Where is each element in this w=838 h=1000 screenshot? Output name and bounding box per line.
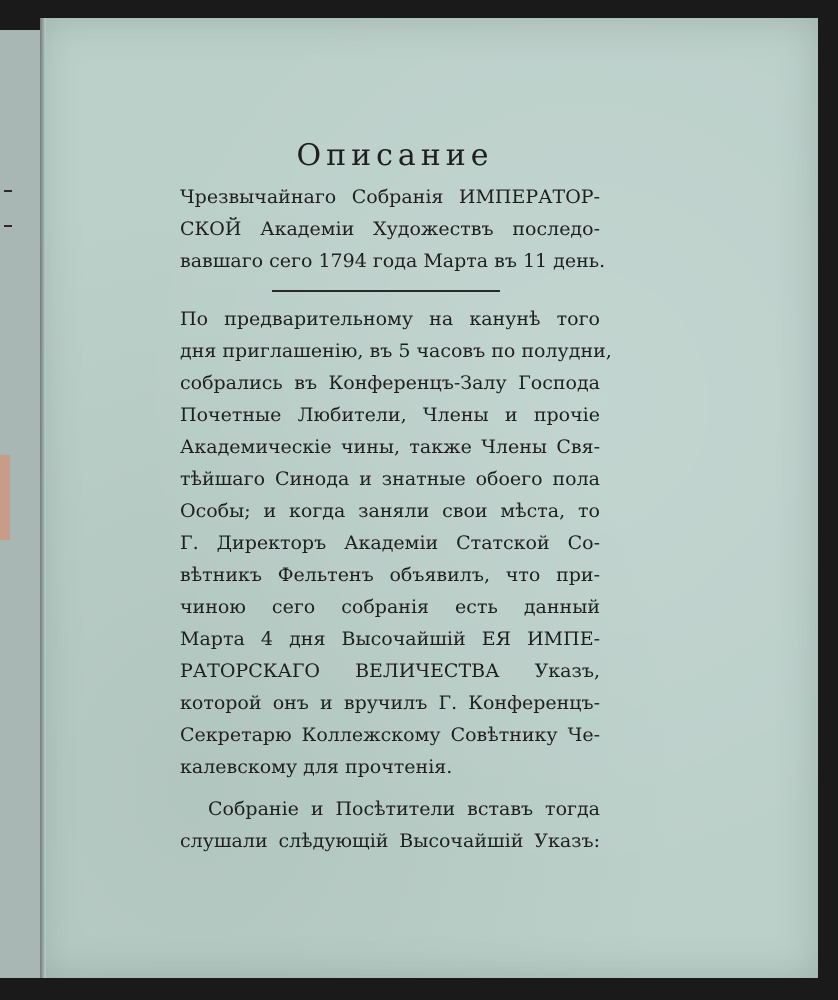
paragraph-line: Почетные Любители, Члены и прочіе: [180, 404, 600, 426]
paragraph-line: слушали слѣдующій Высочайшій Указъ:: [180, 830, 600, 852]
paragraph-line: Академическіе чины, также Члены Свя-: [180, 436, 600, 458]
paragraph-line: дня приглашенію, въ 5 часовъ по полудни,: [180, 340, 612, 362]
paragraph-line: которой онъ и вручилъ Г. Конференцъ-: [180, 692, 600, 714]
paragraph-line: чиною сего собранія есть данный: [180, 596, 600, 618]
paragraph-line: вѣтникъ Фельтенъ объявилъ, что при-: [180, 564, 600, 586]
divider-rule: [272, 290, 500, 292]
left-page-edge: [0, 30, 42, 978]
paragraph-line: калевскому для прочтенія.: [180, 756, 453, 778]
subtitle-line: СКОЙ Академіи Художествъ последо-: [180, 218, 600, 240]
paragraph-line: Г. Директоръ Академіи Статской Со-: [180, 532, 600, 554]
document-page: [40, 18, 818, 978]
subtitle-line: Чрезвычайнаго Собранія ИМПЕРАТОР-: [180, 186, 600, 208]
paragraph-line: тѣйшаго Синода и знатные обоего пола: [180, 468, 600, 490]
paragraph-line: РАТОРСКАГО ВЕЛИЧЕСТВА Указъ,: [180, 660, 600, 682]
page-spine-shadow: [40, 18, 46, 978]
document-title: Описание: [296, 138, 494, 173]
page-tab: [0, 455, 10, 540]
paragraph-line: Собраніе и Посѣтители вставъ тогда: [208, 798, 600, 820]
paragraph-line: По предварительному на канунѣ того: [180, 308, 600, 330]
paragraph-line: собрались въ Конференцъ-Залу Господа: [180, 372, 600, 394]
page-mark: [4, 190, 12, 192]
paragraph-line: Особы; и когда заняли свои мѣста, то: [180, 500, 600, 522]
paragraph-line: Марта 4 дня Высочайшій ЕЯ ИМПЕ-: [180, 628, 600, 650]
subtitle-line: вавшаго сего 1794 года Марта въ 11 день.: [180, 250, 606, 272]
page-mark: [4, 225, 12, 227]
paragraph-line: Секретарю Коллежскому Совѣтнику Че-: [180, 724, 600, 746]
